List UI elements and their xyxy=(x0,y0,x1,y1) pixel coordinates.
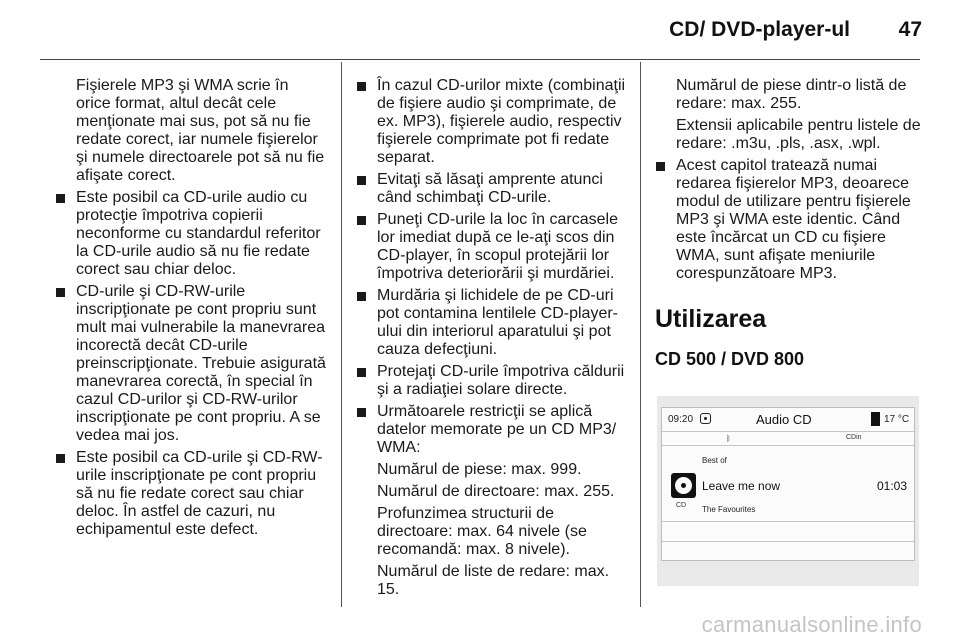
column-2 xyxy=(356,77,628,603)
intro-paragraph: Fişierele MP3 şi WMA scrie în orice format, altul decât cele menţionate mai sus, pot să nu fie redate corect, iar numele fişierelor şi numele directoarele pot să nu fie afişate corect. xyxy=(76,77,325,184)
bullet-square-icon xyxy=(357,292,366,301)
restriction-depth: Profunzimea structurii de directoare: max. 64 nivele (se recomandă: max. 8 nivele). xyxy=(377,505,587,558)
list-item xyxy=(356,171,628,207)
column-divider-2 xyxy=(640,62,641,607)
track-time: 01:03 xyxy=(876,479,907,493)
list-item-text: Următoarele restricţii se aplică datelor memorate pe un CD MP3/ WMA: xyxy=(377,403,617,456)
column-divider-1 xyxy=(341,62,342,607)
list-item-text: Murdăria şi lichidele de pe CD-uri pot contamina lentilele CD-player-ului din interiorul aparatului şi pot cauza defecţiuni. xyxy=(377,287,618,358)
disc-icon xyxy=(671,473,696,498)
bullet-square-icon xyxy=(357,216,366,225)
infotainment-screen-image xyxy=(657,396,919,586)
list-item xyxy=(55,283,327,445)
playlist-tracks-paragraph: Numărul de piese dintr-o listă de redare: max. 255. xyxy=(676,77,907,112)
list-item xyxy=(356,363,628,399)
header-divider xyxy=(40,59,920,60)
bullet-square-icon xyxy=(357,82,366,91)
list-item xyxy=(655,157,923,283)
bullet-square-icon xyxy=(357,408,366,417)
artist-name: The Favourites xyxy=(702,505,756,514)
page-title: CD/ DVD-player-ul xyxy=(669,18,850,41)
list-item-text: Acest capitol tratează numai redarea fişierelor MP3, deoarece modul de utilizare pentru fişierele MP3 şi WMA este identic. Când este încărcat un CD cu fişiere WMA, sunt afişate meniurile corespunzătoare MP3. xyxy=(676,157,911,282)
screen-temperature: 17 °C xyxy=(884,414,910,425)
bullet-square-icon xyxy=(357,176,366,185)
screen-title: Audio CD xyxy=(756,412,812,427)
screen-source-label: CDin xyxy=(846,434,862,441)
screen-info-bar xyxy=(662,432,914,446)
list-item xyxy=(356,77,628,167)
bluetooth-icon: ᛒ xyxy=(726,434,731,443)
list-item xyxy=(55,449,327,539)
screen-empty-row xyxy=(662,522,914,542)
bullet-square-icon xyxy=(56,454,65,463)
list-item xyxy=(55,189,327,279)
screen-now-playing xyxy=(662,446,914,522)
bullet-square-icon xyxy=(656,162,665,171)
phone-icon xyxy=(871,412,880,426)
list-item-text: Protejaţi CD-urile împotriva căldurii şi a radiaţiei solare directe. xyxy=(377,363,625,398)
bullet-square-icon xyxy=(56,194,65,203)
screen-status-bar xyxy=(662,408,914,432)
section-heading: Utilizarea xyxy=(655,305,767,333)
column-1 xyxy=(55,77,327,543)
watermark-text: carmanualsonline.info xyxy=(701,612,922,637)
subsection-heading: CD 500 / DVD 800 xyxy=(655,349,805,369)
list-item xyxy=(356,211,628,283)
bullet-square-icon xyxy=(357,368,366,377)
bullet-square-icon xyxy=(56,288,65,297)
album-name: Best of xyxy=(702,456,727,465)
track-name: Leave me now xyxy=(702,479,781,493)
playlist-extensions-paragraph: Extensii aplicabile pentru listele de redare: .m3u, .pls, .asx, .wpl. xyxy=(676,117,921,152)
column-3 xyxy=(655,77,923,370)
page-number: 47 xyxy=(898,18,922,41)
disc-label: CD xyxy=(676,502,687,509)
list-item xyxy=(356,403,628,457)
cd-source-icon xyxy=(700,413,711,424)
list-item-text: Este posibil ca CD-urile şi CD-RW-urile inscripţionate pe cont propriu să nu fie redate corect sau chiar deloc. În astfel de cazuri, nu echipamentul este defect. xyxy=(76,449,323,538)
list-item-text: CD-urile şi CD-RW-urile inscripţionate pe cont propriu sunt mult mai vulnerabile la manevrarea incorectă decât CD-urile preinscripţionate. Trebuie asigurată manevrarea corectă, în special în cazul CD-urilor şi CD-RW-urilor inscripţionate pe cont propriu. A se vedea mai jos. xyxy=(76,283,326,444)
restriction-directories: Numărul de directoare: max. 255. xyxy=(377,483,615,500)
list-item-text: Evitaţi să lăsaţi amprente atunci când schimbaţi CD-urile. xyxy=(377,171,603,206)
list-item-text: Este posibil ca CD-urile audio cu protecţie împotriva copierii neconforme cu standardul referitor la CD-urile audio să nu fie redate corect sau chiar deloc. xyxy=(76,189,321,278)
list-item xyxy=(356,287,628,359)
list-item-text: În cazul CD-urilor mixte (combinaţii de fişiere audio şi comprimate, de ex. MP3), fişierele audio, respectiv fişierele comprimate pot fi redate separat. xyxy=(377,77,626,166)
restriction-playlists: Numărul de liste de redare: max. 15. xyxy=(377,563,610,598)
list-item-text: Puneţi CD-urile la loc în carcasele lor imediat după ce le-aţi scos din CD-player, în scopul protejării lor împotriva deteriorării şi murdăriei. xyxy=(377,211,618,282)
screen-clock: 09:20 xyxy=(668,414,694,425)
display-screen xyxy=(661,407,915,561)
restriction-tracks: Numărul de piese: max. 999. xyxy=(377,461,582,478)
